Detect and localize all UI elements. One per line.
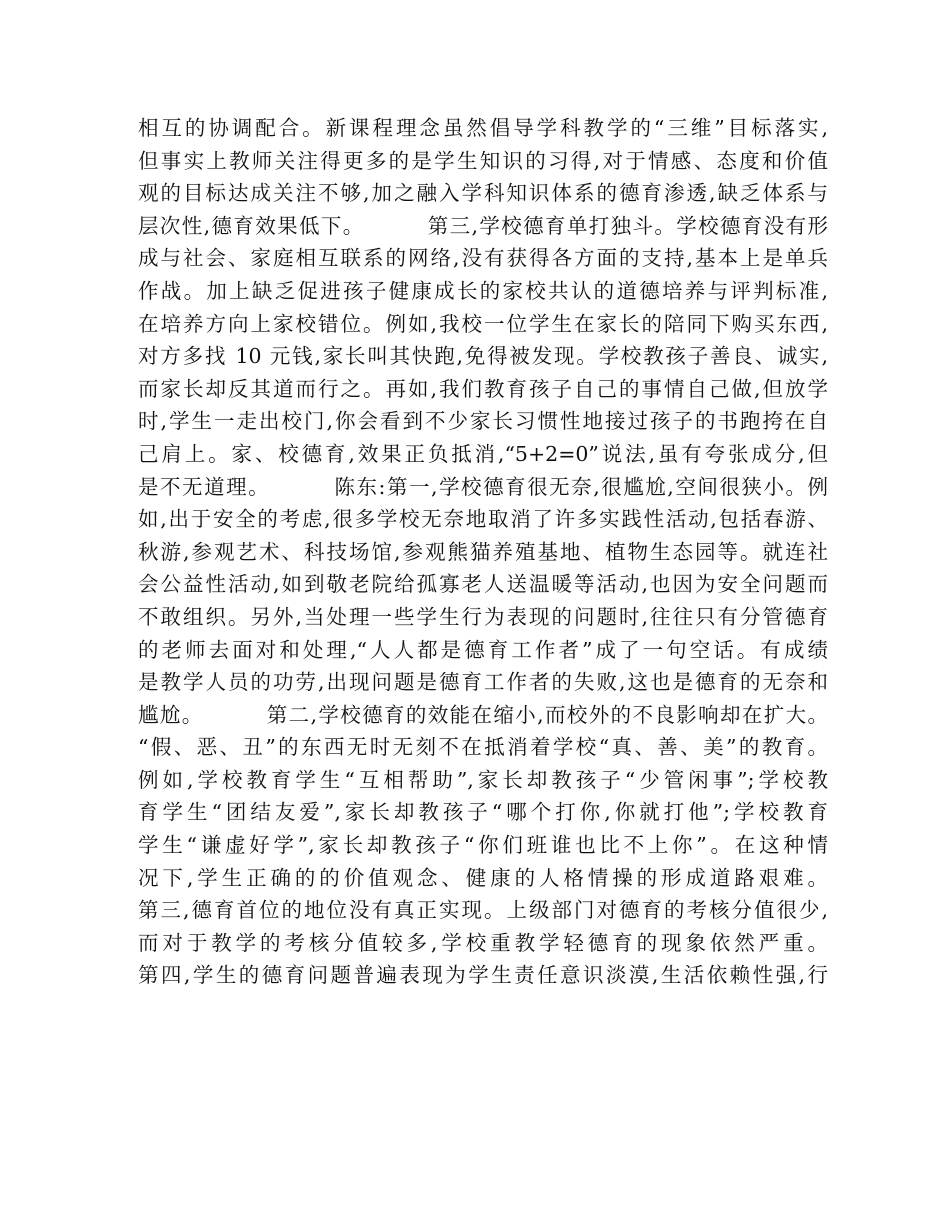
text-line-12: 是不无道理。 陈东:第一,学校德育很无奈,很尴尬,空间很狭小。例 (138, 474, 828, 499)
text-line-6: 作战。加上缺乏促进孩子健康成长的家校共认的道德培养与评判标准, (138, 278, 828, 303)
text-line-25: 第三,德育首位的地位没有真正实现。上级部门对德育的考核分值很少, (138, 898, 828, 923)
text-line-19: 尴尬。 第二,学校德育的效能在缩小,而校外的不良影响却在扩大。 (138, 702, 828, 727)
text-line-16: 不敢组织。另外,当处理一些学生行为表现的问题时,往往只有分管德育 (138, 604, 828, 629)
text-line-13: 如,出于安全的考虑,很多学校无奈地取消了许多实践性活动,包括春游、 (138, 507, 828, 532)
text-line-2: 但事实上教师关注得更多的是学生知识的习得,对于情感、态度和价值 (138, 148, 828, 173)
text-line-24: 况下,学生正确的的价值观念、健康的人格情操的形成道路艰难。 (138, 865, 828, 890)
body-text (138, 112, 828, 992)
text-line-15: 会公益性活动,如到敬老院给孤寡老人送温暖等活动,也因为安全问题而 (138, 572, 828, 597)
text-line-7: 在培养方向上家校错位。例如,我校一位学生在家长的陪同下购买东西, (138, 311, 828, 336)
text-line-3: 观的目标达成关注不够,加之融入学科知识体系的德育渗透,缺乏体系与 (138, 181, 828, 206)
text-line-22: 育学生“团结友爱”,家长却教孩子“哪个打你,你就打他”;学校教育 (138, 800, 828, 825)
text-line-17: 的老师去面对和处理,“人人都是德育工作者”成了一句空话。有成绩 (138, 637, 828, 662)
text-line-8: 对方多找 10 元钱,家长叫其快跑,免得被发现。学校教孩子善良、诚实, (138, 344, 828, 369)
text-line-1: 相互的协调配合。新课程理念虽然倡导学科教学的“三维”目标落实, (138, 116, 828, 140)
text-line-21: 例如,学校教育学生“互相帮助”,家长却教孩子“少管闲事”;学校教 (138, 767, 828, 792)
text-line-18: 是教学人员的功劳,出现问题是德育工作者的失败,这也是德育的无奈和 (138, 670, 828, 695)
text-line-27: 第四,学生的德育问题普遍表现为学生责任意识淡漠,生活依赖性强,行 (138, 963, 828, 988)
text-line-9: 而家长却反其道而行之。再如,我们教育孩子自己的事情自己做,但放学 (138, 376, 828, 401)
text-line-11: 己肩上。家、校德育,效果正负抵消,“5+2=0”说法,虽有夸张成分,但 (138, 441, 828, 466)
text-line-10: 时,学生一走出校门,你会看到不少家长习惯性地接过孩子的书跑挎在自 (138, 409, 828, 434)
text-line-14: 秋游,参观艺术、科技场馆,参观熊猫养殖基地、植物生态园等。就连社 (138, 539, 828, 564)
text-line-20: “假、恶、丑”的东西无时无刻不在抵消着学校“真、善、美”的教育。 (138, 735, 828, 760)
text-line-23: 学生“谦虚好学”,家长却教孩子“你们班谁也比不上你”。在这种情 (138, 833, 828, 858)
text-line-4: 层次性,德育效果低下。 第三,学校德育单打独斗。学校德育没有形 (138, 213, 828, 238)
text-line-5: 成与社会、家庭相互联系的网络,没有获得各方面的支持,基本上是单兵 (138, 246, 828, 271)
text-line-26: 而对于教学的考核分值较多,学校重教学轻德育的现象依然严重。 (138, 930, 828, 955)
